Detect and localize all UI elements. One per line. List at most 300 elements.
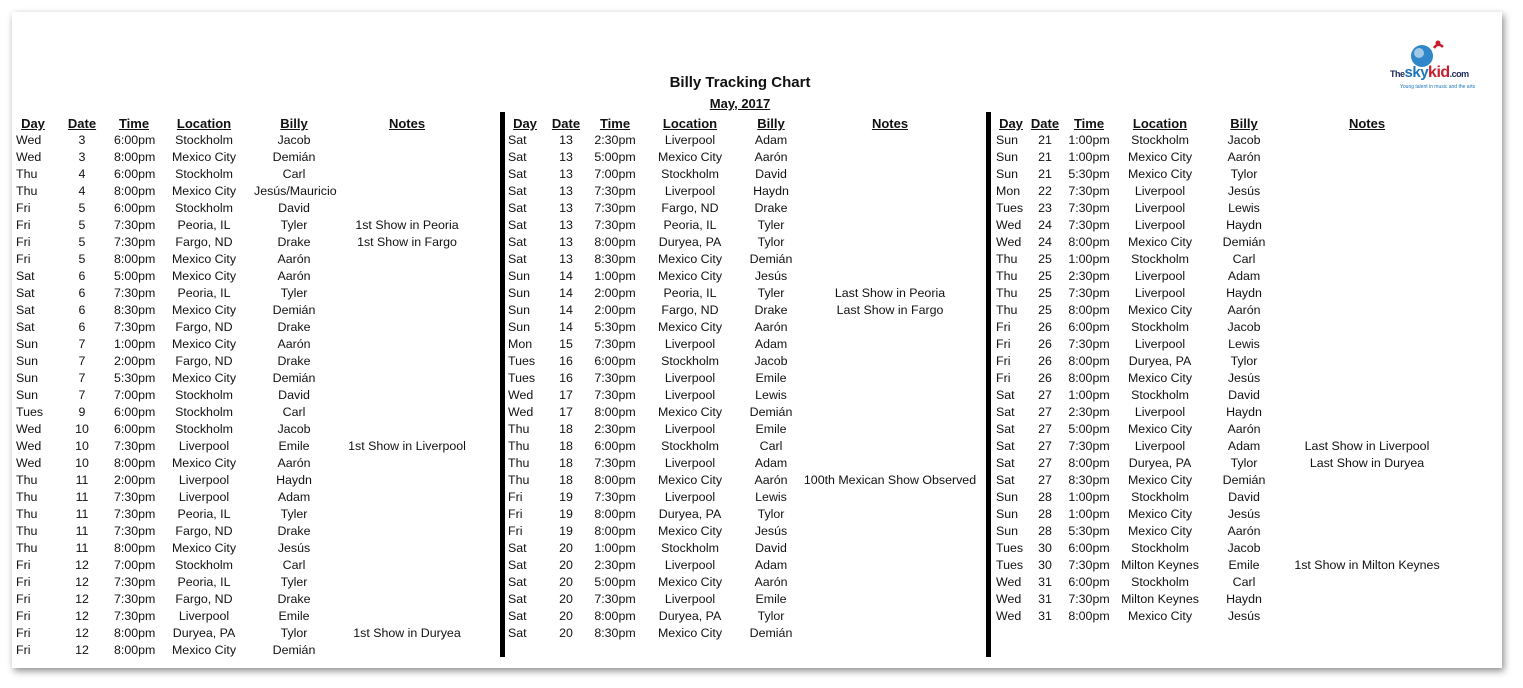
notes-cell — [1282, 574, 1452, 591]
day-cell: Thu — [508, 473, 530, 487]
location-cell: Mexico City — [171, 252, 237, 266]
date-cell: 19 — [559, 490, 573, 504]
time-cell: 2:00pm — [594, 286, 636, 300]
location-cell: Mexico City — [1127, 235, 1193, 249]
table-row — [16, 642, 480, 659]
date-cell: 16 — [559, 354, 573, 368]
billy-cell: Carl — [1232, 252, 1256, 266]
time-cell: 8:00pm — [594, 507, 636, 521]
table-row — [996, 421, 1452, 438]
date-cell: 23 — [1038, 201, 1052, 215]
time-cell: 7:30pm — [594, 201, 636, 215]
time-cell: 7:30pm — [1068, 286, 1110, 300]
notes-cell — [802, 234, 978, 251]
location-cell: Liverpool — [1134, 269, 1186, 283]
notes-cell: Last Show in Fargo — [836, 303, 944, 317]
day-cell: Thu — [996, 252, 1018, 266]
table-row — [996, 387, 1452, 404]
date-cell: 18 — [559, 439, 573, 453]
day-cell: Wed — [996, 575, 1022, 589]
notes-cell: 1st Show in Liverpool — [348, 439, 466, 453]
schedule-table-3 — [996, 115, 1452, 625]
location-cell: Stockholm — [175, 422, 233, 436]
notes-cell — [334, 472, 480, 489]
location-cell: Peoria, IL — [663, 286, 717, 300]
day-cell: Tues — [16, 405, 44, 419]
time-cell: 1:00pm — [1068, 490, 1110, 504]
notes-cell — [802, 217, 978, 234]
time-cell: 7:30pm — [114, 490, 156, 504]
location-cell: Mexico City — [171, 150, 237, 164]
day-cell: Thu — [16, 541, 38, 555]
notes-cell — [802, 591, 978, 608]
location-cell: Mexico City — [1127, 524, 1193, 538]
time-cell: 2:00pm — [114, 473, 156, 487]
date-cell: 13 — [559, 218, 573, 232]
date-cell: 6 — [78, 303, 86, 317]
notes-cell — [802, 557, 978, 574]
time-cell: 8:00pm — [594, 235, 636, 249]
page-subtitle: May, 2017 — [709, 96, 771, 111]
time-cell: 8:00pm — [594, 473, 636, 487]
notes-cell: Last Show in Duryea — [1309, 456, 1425, 470]
table-row — [16, 404, 480, 421]
notes-cell — [334, 183, 480, 200]
notes-cell — [1282, 302, 1452, 319]
schedule-table-1 — [16, 115, 480, 659]
time-cell: 7:00pm — [114, 388, 156, 402]
notes-cell — [334, 132, 480, 149]
day-cell: Sat — [508, 201, 527, 215]
time-cell: 7:30pm — [114, 524, 156, 538]
location-cell: Liverpool — [1134, 439, 1186, 453]
notes-cell — [802, 132, 978, 149]
notes-cell — [1282, 268, 1452, 285]
date-cell: 20 — [559, 558, 573, 572]
time-cell: 6:00pm — [114, 422, 156, 436]
time-cell: 8:30pm — [594, 252, 636, 266]
table-row — [996, 217, 1452, 234]
day-cell: Sun — [508, 320, 531, 334]
date-cell: 28 — [1038, 490, 1052, 504]
location-cell: Mexico City — [657, 473, 723, 487]
billy-cell: Drake — [754, 201, 788, 215]
day-cell: Sun — [508, 269, 531, 283]
day-cell: Fri — [16, 252, 31, 266]
billy-cell: Emile — [755, 371, 787, 385]
day-cell: Fri — [996, 320, 1011, 334]
location-cell: Mexico City — [657, 405, 723, 419]
day-cell: Wed — [16, 456, 42, 470]
billy-cell: Adam — [754, 558, 788, 572]
billy-cell: Aarón — [1227, 303, 1261, 317]
date-cell: 21 — [1038, 133, 1052, 147]
table-row — [996, 166, 1452, 183]
date-cell: 7 — [78, 388, 86, 402]
date-cell: 12 — [75, 558, 89, 572]
date-cell: 6 — [78, 286, 86, 300]
billy-cell: David — [755, 167, 787, 181]
location-cell: Fargo, ND — [175, 592, 233, 606]
table-row — [508, 285, 978, 302]
day-cell: Tues — [996, 541, 1024, 555]
time-cell: 1:00pm — [1068, 252, 1110, 266]
billy-cell: Demián — [749, 252, 793, 266]
date-cell: 13 — [559, 201, 573, 215]
notes-cell: 1st Show in Fargo — [357, 235, 457, 249]
notes-cell — [1282, 319, 1452, 336]
notes-cell — [802, 489, 978, 506]
table-row — [508, 234, 978, 251]
time-cell: 7:30pm — [114, 235, 156, 249]
location-cell: Mexico City — [657, 150, 723, 164]
billy-cell: Carl — [1232, 575, 1256, 589]
day-cell: Sun — [996, 167, 1019, 181]
day-cell: Tues — [996, 201, 1024, 215]
table-row — [16, 421, 480, 438]
table-row — [508, 523, 978, 540]
location-cell: Liverpool — [1134, 218, 1186, 232]
table-row — [16, 217, 480, 234]
day-cell: Sun — [996, 524, 1019, 538]
table-row — [16, 625, 480, 642]
header-location: Location — [1132, 116, 1188, 131]
day-cell: Thu — [16, 490, 38, 504]
date-cell: 4 — [78, 167, 86, 181]
location-cell: Peoria, IL — [177, 218, 231, 232]
billy-cell: David — [1228, 388, 1260, 402]
location-cell: Stockholm — [1131, 252, 1189, 266]
location-cell: Mexico City — [657, 575, 723, 589]
time-cell: 7:30pm — [114, 575, 156, 589]
time-cell: 7:30pm — [114, 286, 156, 300]
location-cell: Mexico City — [657, 320, 723, 334]
time-cell: 7:30pm — [594, 218, 636, 232]
location-cell: Fargo, ND — [175, 524, 233, 538]
table-row — [508, 132, 978, 149]
time-cell: 7:30pm — [1068, 439, 1110, 453]
time-cell: 7:30pm — [1068, 592, 1110, 606]
day-cell: Sat — [508, 575, 527, 589]
notes-cell — [334, 574, 480, 591]
notes-cell — [1282, 387, 1452, 404]
date-cell: 25 — [1038, 286, 1052, 300]
date-cell: 11 — [75, 524, 89, 538]
date-cell: 30 — [1038, 541, 1052, 555]
location-cell: Liverpool — [1134, 405, 1186, 419]
notes-cell — [1282, 166, 1452, 183]
location-cell: Liverpool — [1134, 286, 1186, 300]
billy-cell: Aarón — [754, 473, 788, 487]
table-row — [996, 302, 1452, 319]
billy-cell: Emile — [278, 439, 310, 453]
date-cell: 16 — [559, 371, 573, 385]
billy-cell: David — [278, 201, 310, 215]
day-cell: Sat — [996, 456, 1015, 470]
table-row — [16, 319, 480, 336]
time-cell: 7:00pm — [594, 167, 636, 181]
date-cell: 27 — [1038, 473, 1052, 487]
date-cell: 9 — [78, 405, 86, 419]
location-cell: Duryea, PA — [658, 507, 722, 521]
logo-brand: Theskykid.com — [1390, 64, 1469, 81]
billy-cell: Aarón — [277, 269, 311, 283]
notes-cell — [1282, 234, 1452, 251]
notes-cell — [802, 336, 978, 353]
table-row — [508, 353, 978, 370]
billy-cell: Aarón — [1227, 524, 1261, 538]
table-header-row — [996, 115, 1452, 132]
notes-cell — [334, 642, 480, 659]
notes-cell — [802, 268, 978, 285]
location-cell: Stockholm — [1131, 490, 1189, 504]
billy-cell: Aarón — [277, 252, 311, 266]
day-cell: Fri — [996, 354, 1011, 368]
notes-cell — [334, 353, 480, 370]
time-cell: 6:00pm — [594, 439, 636, 453]
table-row — [16, 268, 480, 285]
time-cell: 7:30pm — [1068, 184, 1110, 198]
notes-cell — [1282, 370, 1452, 387]
billy-cell: David — [278, 388, 310, 402]
day-cell: Fri — [16, 626, 31, 640]
column-divider-2 — [986, 112, 991, 657]
table-row — [16, 608, 480, 625]
notes-cell — [1282, 353, 1452, 370]
billy-cell: Jacob — [1227, 541, 1261, 555]
time-cell: 7:30pm — [594, 490, 636, 504]
notes-cell — [1282, 132, 1452, 149]
table-row — [996, 557, 1452, 574]
day-cell: Wed — [996, 218, 1022, 232]
location-cell: Peoria, IL — [663, 218, 717, 232]
billy-cell: Tyler — [757, 218, 785, 232]
notes-cell — [802, 574, 978, 591]
day-cell: Thu — [16, 184, 38, 198]
time-cell: 2:30pm — [594, 422, 636, 436]
notes-cell: 100th Mexican Show Observed — [803, 473, 977, 487]
date-cell: 26 — [1038, 337, 1052, 351]
location-cell: Mexico City — [171, 541, 237, 555]
time-cell: 7:30pm — [114, 439, 156, 453]
notes-cell — [802, 438, 978, 455]
day-cell: Sat — [508, 626, 527, 640]
notes-cell — [802, 387, 978, 404]
billy-cell: Adam — [754, 133, 788, 147]
date-cell: 25 — [1038, 269, 1052, 283]
notes-cell — [334, 166, 480, 183]
notes-cell — [334, 149, 480, 166]
notes-cell — [802, 608, 978, 625]
date-cell: 5 — [78, 235, 86, 249]
table-header-row — [16, 115, 480, 132]
day-cell: Fri — [16, 609, 31, 623]
header-date: Date — [1030, 116, 1060, 131]
location-cell: Mexico City — [171, 456, 237, 470]
header-day: Day — [513, 116, 537, 131]
day-cell: Wed — [996, 609, 1022, 623]
time-cell: 2:00pm — [114, 354, 156, 368]
table-row — [508, 506, 978, 523]
day-cell: Fri — [996, 371, 1011, 385]
notes-cell — [802, 523, 978, 540]
billy-cell: Jacob — [1227, 320, 1261, 334]
table-row — [16, 438, 480, 455]
time-cell: 6:00pm — [594, 354, 636, 368]
billy-cell: Aarón — [754, 320, 788, 334]
time-cell: 5:30pm — [114, 371, 156, 385]
time-cell: 7:30pm — [1068, 201, 1110, 215]
time-cell: 2:30pm — [1068, 269, 1110, 283]
table-row — [508, 438, 978, 455]
day-cell: Thu — [996, 286, 1018, 300]
location-cell: Stockholm — [175, 133, 233, 147]
day-cell: Sun — [996, 507, 1019, 521]
time-cell: 7:30pm — [1068, 337, 1110, 351]
billy-cell: Lewis — [755, 490, 787, 504]
header-location: Location — [662, 116, 718, 131]
time-cell: 8:00pm — [594, 609, 636, 623]
billy-cell: Demián — [272, 150, 316, 164]
location-cell: Mexico City — [657, 524, 723, 538]
table-row — [508, 625, 978, 642]
date-cell: 25 — [1038, 252, 1052, 266]
day-cell: Mon — [996, 184, 1021, 198]
table-row — [508, 591, 978, 608]
date-cell: 11 — [75, 490, 89, 504]
table-row — [508, 268, 978, 285]
billy-cell: Drake — [277, 320, 311, 334]
date-cell: 13 — [559, 252, 573, 266]
table-row — [16, 166, 480, 183]
header-date: Date — [67, 116, 97, 131]
location-cell: Stockholm — [1131, 388, 1189, 402]
schedule-table-2 — [508, 115, 978, 642]
table-row — [508, 370, 978, 387]
date-cell: 15 — [559, 337, 573, 351]
table-row — [16, 557, 480, 574]
table-row — [16, 387, 480, 404]
notes-cell — [802, 625, 978, 642]
billy-cell: Tylor — [757, 609, 785, 623]
notes-cell — [802, 353, 978, 370]
location-cell: Mexico City — [657, 269, 723, 283]
billy-cell: Lewis — [1228, 201, 1260, 215]
billy-cell: Demián — [749, 405, 793, 419]
table-row — [996, 132, 1452, 149]
time-cell: 8:00pm — [114, 626, 156, 640]
location-cell: Stockholm — [175, 405, 233, 419]
day-cell: Thu — [996, 303, 1018, 317]
billy-cell: Demián — [272, 643, 316, 657]
table-row — [16, 540, 480, 557]
notes-cell — [1282, 489, 1452, 506]
table-row — [16, 302, 480, 319]
day-cell: Fri — [16, 218, 31, 232]
location-cell: Mexico City — [657, 626, 723, 640]
table-row — [996, 370, 1452, 387]
notes-cell — [802, 200, 978, 217]
date-cell: 13 — [559, 235, 573, 249]
location-cell: Stockholm — [1131, 541, 1189, 555]
time-cell: 7:30pm — [114, 320, 156, 334]
notes-cell — [802, 251, 978, 268]
time-cell: 6:00pm — [114, 405, 156, 419]
day-cell: Wed — [508, 405, 534, 419]
billy-cell: Tylor — [757, 235, 785, 249]
day-cell: Sat — [508, 592, 527, 606]
day-cell: Sat — [508, 252, 527, 266]
date-cell: 13 — [559, 184, 573, 198]
billy-cell: Tyler — [280, 575, 308, 589]
billy-cell: Haydn — [276, 473, 312, 487]
day-cell: Sun — [996, 490, 1019, 504]
date-cell: 4 — [78, 184, 86, 198]
date-cell: 21 — [1038, 167, 1052, 181]
day-cell: Tues — [996, 558, 1024, 572]
time-cell: 7:30pm — [1068, 218, 1110, 232]
date-cell: 26 — [1038, 320, 1052, 334]
notes-cell — [1282, 540, 1452, 557]
time-cell: 2:30pm — [594, 133, 636, 147]
notes-cell — [334, 523, 480, 540]
day-cell: Sun — [16, 354, 39, 368]
day-cell: Thu — [16, 167, 38, 181]
location-cell: Liverpool — [664, 388, 716, 402]
billy-cell: Jesús — [277, 541, 311, 555]
date-cell: 19 — [559, 507, 573, 521]
location-cell: Stockholm — [1131, 320, 1189, 334]
table-row — [996, 489, 1452, 506]
notes-cell — [802, 149, 978, 166]
table-row — [508, 608, 978, 625]
time-cell: 8:00pm — [594, 405, 636, 419]
date-cell: 3 — [78, 150, 86, 164]
date-cell: 5 — [78, 252, 86, 266]
location-cell: Liverpool — [664, 133, 716, 147]
location-cell: Mexico City — [1127, 303, 1193, 317]
location-cell: Liverpool — [1134, 184, 1186, 198]
date-cell: 31 — [1038, 592, 1052, 606]
notes-cell — [802, 540, 978, 557]
table-row — [996, 319, 1452, 336]
day-cell: Thu — [16, 507, 38, 521]
date-cell: 26 — [1038, 354, 1052, 368]
day-cell: Sat — [16, 286, 35, 300]
date-cell: 27 — [1038, 422, 1052, 436]
notes-cell — [334, 251, 480, 268]
table-row — [16, 523, 480, 540]
location-cell: Mexico City — [1127, 167, 1193, 181]
date-cell: 14 — [559, 320, 573, 334]
table-row — [996, 540, 1452, 557]
location-cell: Stockholm — [175, 558, 233, 572]
date-cell: 6 — [78, 320, 86, 334]
table-row — [508, 251, 978, 268]
date-cell: 17 — [559, 405, 573, 419]
table-row — [996, 234, 1452, 251]
table-row — [508, 557, 978, 574]
time-cell: 5:30pm — [1068, 167, 1110, 181]
day-cell: Sun — [996, 133, 1019, 147]
location-cell: Stockholm — [1131, 133, 1189, 147]
table-row — [508, 574, 978, 591]
location-cell: Liverpool — [664, 337, 716, 351]
location-cell: Fargo, ND — [175, 235, 233, 249]
table-row — [508, 489, 978, 506]
billy-cell: Haydn — [753, 184, 789, 198]
billy-cell: Aarón — [277, 337, 311, 351]
